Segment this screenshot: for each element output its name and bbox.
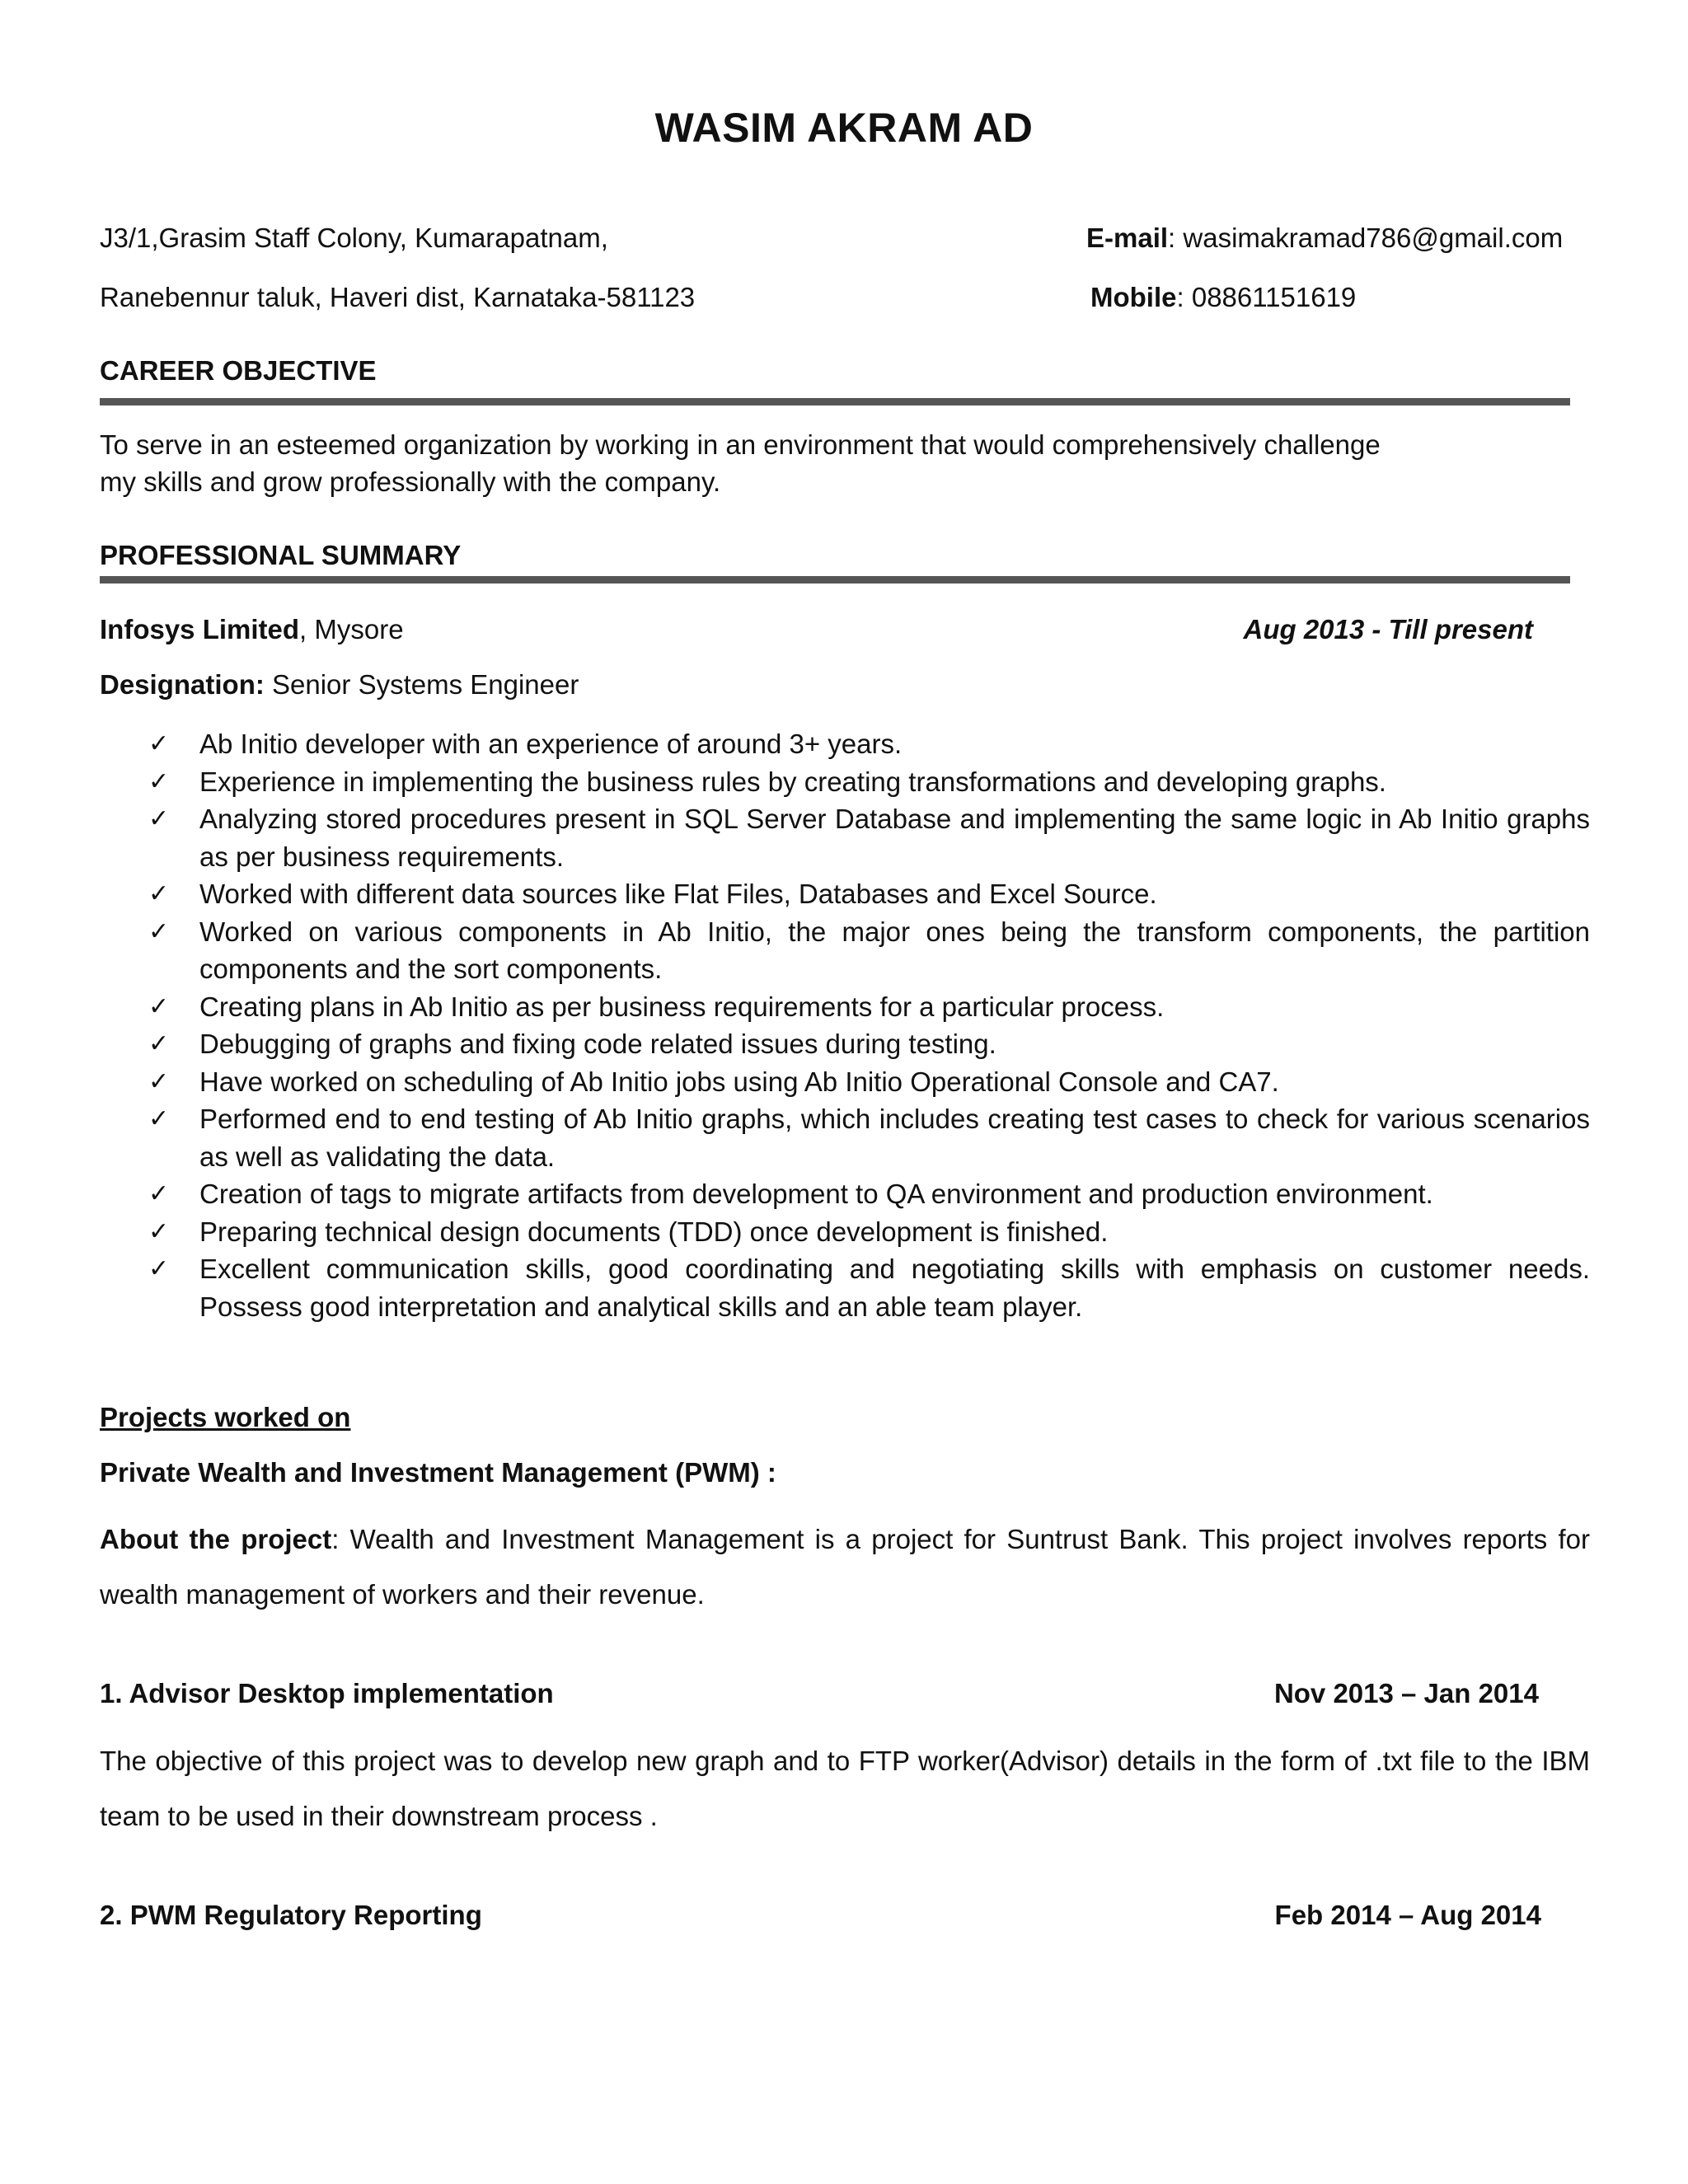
summary-bullet <box>148 1213 1590 1251</box>
summary-bullet <box>148 875 1590 913</box>
summary-bullet-text: Creation of tags to migrate artifacts from development to QA environment and production environment. <box>199 1179 1433 1209</box>
checkmark-icon: ✓ <box>148 804 170 833</box>
mobile-value: : 08861151619 <box>1176 282 1357 312</box>
summary-bullet <box>148 800 1590 875</box>
checkmark-icon: ✓ <box>148 1104 170 1133</box>
checkmark-icon: ✓ <box>148 991 170 1021</box>
summary-bullet-text: Have worked on scheduling of Ab Initio jobs using Ab Initio Operational Console and CA7. <box>199 1066 1279 1097</box>
projects-heading: Projects worked on <box>100 1402 351 1432</box>
candidate-name: WASIM AKRAM AD <box>654 105 1034 151</box>
summary-bullet <box>148 1175 1590 1213</box>
project-1-title: 1. Advisor Desktop implementation <box>100 1678 554 1708</box>
summary-bullet-text: Performed end to end testing of Ab Initio graphs, which includes creating test cases to check for various scenarios as well as validating the data. <box>199 1104 1590 1172</box>
mobile-label: Mobile <box>1090 282 1177 312</box>
career-objective-line-1: To serve in an esteemed organization by working in an environment that would comprehensively challenge <box>100 429 1381 460</box>
checkmark-icon: ✓ <box>148 879 170 908</box>
summary-bullet-text: Worked with different data sources like Flat Files, Databases and Excel Source. <box>199 879 1157 909</box>
career-objective-heading: CAREER OBJECTIVE <box>100 355 377 386</box>
summary-bullet <box>148 763 1590 801</box>
about-project-label: About the project <box>100 1524 332 1554</box>
summary-bullet-text: Excellent communication skills, good coordinating and negotiating skills with emphasis on customer needs. Possess good interpretation and analytical skills and an able team player. <box>199 1254 1590 1322</box>
career-objective-line-2: my skills and grow professionally with the company. <box>100 466 721 497</box>
checkmark-icon: ✓ <box>148 1254 170 1283</box>
summary-bullet-text: Ab Initio developer with an experience of around 3+ years. <box>199 729 903 759</box>
summary-bullet <box>148 913 1590 988</box>
checkmark-icon: ✓ <box>148 1179 170 1208</box>
email-label: E-mail <box>1086 223 1169 253</box>
professional-summary-heading: PROFESSIONAL SUMMARY <box>100 540 462 570</box>
company-location: , Mysore <box>299 614 404 644</box>
summary-bullet-text: Debugging of graphs and fixing code related issues during testing. <box>199 1029 996 1059</box>
section-divider <box>100 398 1570 405</box>
summary-bullet-text: Preparing technical design documents (TDD) once development is finished. <box>199 1216 1109 1247</box>
mobile-line <box>1090 281 1356 314</box>
email-line <box>1086 222 1563 255</box>
designation-value: Senior Systems Engineer <box>264 669 579 700</box>
project-1-period: Nov 2013 – Jan 2014 <box>1273 1678 1539 1708</box>
summary-bullet <box>148 1100 1590 1175</box>
checkmark-icon: ✓ <box>148 916 170 946</box>
email-value: : wasimakramad786@gmail.com <box>1168 223 1564 253</box>
checkmark-icon: ✓ <box>148 729 170 758</box>
summary-bullet <box>148 1250 1590 1325</box>
employer-line <box>100 613 404 646</box>
address-line-1: J3/1,Grasim Staff Colony, Kumarapatnam, <box>100 223 608 253</box>
checkmark-icon: ✓ <box>148 766 170 796</box>
summary-bullet-text: Experience in implementing the business rules by creating transformations and developing graphs. <box>199 766 1386 797</box>
project-1-description: The objective of this project was to develop new graph and to FTP worker(Advisor) details in the form of .txt file to the IBM team to be used in their downstream process . <box>100 1746 1590 1831</box>
summary-bullet <box>148 1063 1590 1101</box>
summary-bullet <box>148 988 1590 1026</box>
summary-bullet <box>148 1025 1590 1063</box>
designation-label: Designation: <box>100 669 265 700</box>
company-name: Infosys Limited <box>100 614 300 644</box>
checkmark-icon: ✓ <box>148 1029 170 1058</box>
address-line-2: Ranebennur taluk, Haveri dist, Karnataka-581123 <box>100 282 696 312</box>
pwm-project-title: Private Wealth and Investment Management (PWM) : <box>100 1457 776 1488</box>
about-project-paragraph <box>100 1511 1590 1622</box>
checkmark-icon: ✓ <box>148 1066 170 1096</box>
employment-period: Aug 2013 - Till present <box>1243 614 1533 644</box>
about-project-text: : Wealth and Investment Management is a project for Suntrust Bank. This project involves reports for wealth management of workers and their revenue. <box>100 1524 1590 1610</box>
section-divider <box>100 576 1570 583</box>
summary-bullet-text: Creating plans in Ab Initio as per business requirements for a particular process. <box>199 991 1165 1022</box>
summary-bullet-text: Worked on various components in Ab Initio, the major ones being the transform components, the partition components and the sort components. <box>199 916 1590 984</box>
summary-bullet-text: Analyzing stored procedures present in SQL Server Database and implementing the same logic in Ab Initio graphs as per business requirements. <box>199 804 1590 872</box>
project-2-title: 2. PWM Regulatory Reporting <box>100 1900 482 1930</box>
project-2-period: Feb 2014 – Aug 2014 <box>1274 1900 1541 1930</box>
designation-line <box>100 668 579 701</box>
summary-bullet <box>148 725 1590 763</box>
checkmark-icon: ✓ <box>148 1216 170 1246</box>
summary-bullet-list <box>148 725 1590 1325</box>
